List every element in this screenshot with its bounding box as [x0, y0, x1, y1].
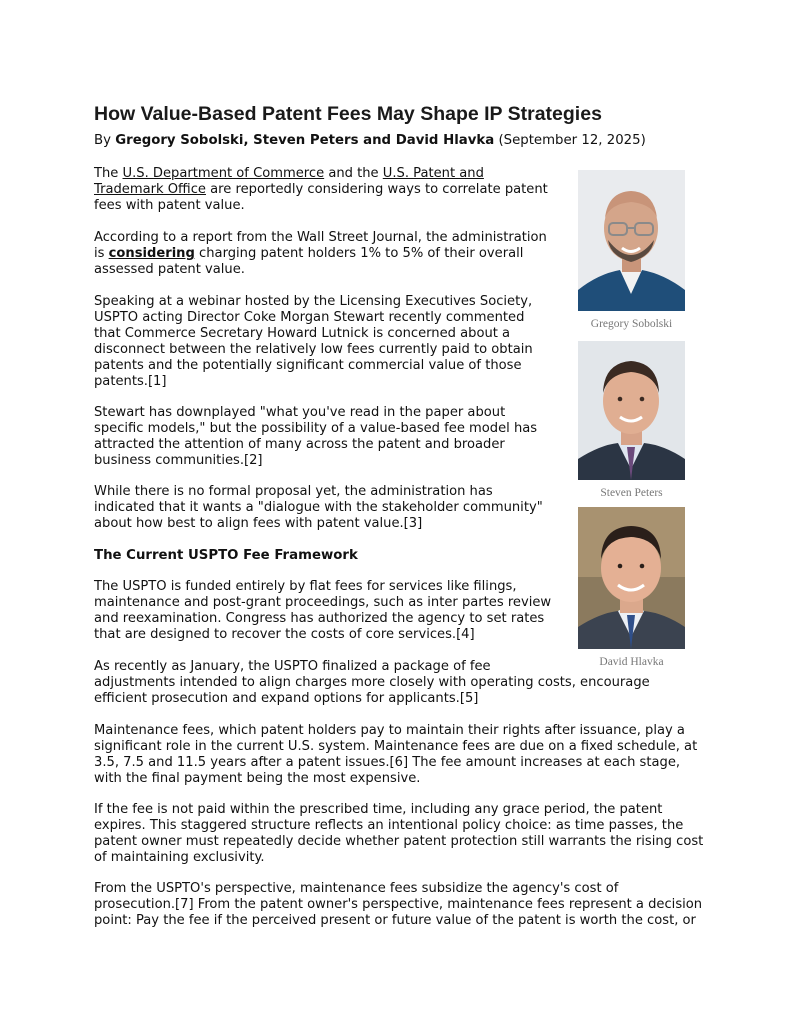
- paragraph-10: [94, 881, 710, 929]
- paragraph-line: disconnect between the relatively low fees currently paid to obtain: [94, 342, 533, 357]
- paragraph-line: assessed patent value.: [94, 262, 245, 277]
- paragraph-line: and reexamination. Congress has authorized the agency to set rates: [94, 611, 545, 626]
- paragraph-line: business communities.[2]: [94, 453, 263, 468]
- author-caption: Steven Peters: [600, 487, 663, 499]
- link-uspto-part1[interactable]: U.S. Patent and: [382, 166, 484, 181]
- paragraph-line: Maintenance fees, which patent holders pay to maintain their rights after issuance, play a: [94, 723, 685, 738]
- paragraph-line: that Commerce Secretary Howard Lutnick is concerned about a: [94, 326, 511, 341]
- author-caption: David Hlavka: [599, 656, 664, 668]
- paragraph-4: [94, 405, 564, 469]
- paragraph-line: Stewart has downplayed "what you've read in the paper about: [94, 405, 506, 420]
- paragraph-line: adjustments intended to align charges more closely with operating costs, encourage: [94, 675, 650, 690]
- paragraph-line: patents.[1]: [94, 374, 167, 389]
- text-run: and the: [324, 166, 383, 181]
- paragraph-line: patents and the potentially significant commercial value of those: [94, 358, 522, 373]
- paragraph-line: efficient prosecution and expand options for applicants.[5]: [94, 691, 479, 706]
- paragraph-line: If the fee is not paid within the prescribed time, including any grace period, the patent: [94, 802, 663, 817]
- paragraph-line: 3.5, 7.5 and 11.5 years after a patent issues.[6] The fee amount increases at each stage,: [94, 755, 681, 770]
- portrait-photo-icon: [578, 341, 685, 480]
- author-photo-gregory-sobolski: [578, 170, 685, 311]
- byline-date: (September 12, 2025): [494, 133, 646, 148]
- paragraph-line: From the USPTO's perspective, maintenance fees subsidize the agency's cost of: [94, 881, 619, 896]
- author-photo-david-hlavka: [578, 507, 685, 649]
- text-run: are reportedly considering ways to correlate patent: [205, 182, 548, 197]
- link-uspto-part2[interactable]: Trademark Office: [94, 182, 206, 197]
- paragraph-9: [94, 802, 710, 866]
- paragraph-1: [94, 166, 564, 214]
- byline: [94, 131, 714, 151]
- paragraph-line: indicated that it wants a "dialogue with the stakeholder community": [94, 500, 543, 515]
- paragraph-5: [94, 484, 564, 532]
- article-title: How Value-Based Patent Fees May Shape IP Strategies: [94, 103, 602, 125]
- paragraph-3: [94, 294, 564, 390]
- paragraph-line: that are designed to recover the costs of core services.[4]: [94, 627, 475, 642]
- link-considering[interactable]: considering: [108, 246, 195, 261]
- paragraph-line: According to a report from the Wall Street Journal, the administration: [94, 230, 547, 245]
- portrait-photo-icon: [578, 507, 685, 649]
- paragraph-line: significant role in the current U.S. system. Maintenance fees are due on a fixed schedule, at: [94, 739, 698, 754]
- paragraph-6: [94, 579, 564, 643]
- paragraph-line: The USPTO is funded entirely by flat fees for services like filings,: [94, 579, 517, 594]
- link-department-of-commerce[interactable]: U.S. Department of Commerce: [122, 166, 325, 181]
- portrait-photo-icon: [578, 170, 685, 311]
- paragraph-2: [94, 230, 564, 278]
- paragraph-line: point: Pay the fee if the perceived present or future value of the patent is worth the cost, or: [94, 913, 696, 928]
- text-run: is: [94, 246, 109, 261]
- text-run: charging patent holders 1% to 5% of their overall: [194, 246, 524, 261]
- paragraph-line: attracted the attention of many across the patent and broader: [94, 437, 505, 452]
- paragraph-line: expires. This staggered structure reflects an intentional policy choice: as time passes, the: [94, 818, 684, 833]
- paragraph-8: [94, 723, 710, 787]
- paragraph-line: prosecution.[7] From the patent owner's perspective, maintenance fees represent a decision: [94, 897, 703, 912]
- paragraph-line: Speaking at a webinar hosted by the Licensing Executives Society,: [94, 294, 533, 309]
- paragraph-line: maintenance and post-grant proceedings, such as inter partes review: [94, 595, 552, 610]
- paragraph-line: As recently as January, the USPTO finalized a package of fee: [94, 659, 491, 674]
- text-run: The: [94, 166, 123, 181]
- paragraph-line: patent owner must repeatedly decide whether patent protection still warrants the rising cost: [94, 834, 704, 849]
- author-photo-steven-peters: [578, 341, 685, 480]
- section-heading: The Current USPTO Fee Framework: [94, 548, 358, 563]
- paragraph-line: with the final payment being the most expensive.: [94, 771, 421, 786]
- paragraph-line: USPTO acting Director Coke Morgan Stewart recently commented: [94, 310, 525, 325]
- paragraph-line: fees with patent value.: [94, 198, 245, 213]
- byline-prefix: By: [94, 133, 116, 148]
- paragraph-line: about how best to align fees with patent value.[3]: [94, 516, 423, 531]
- paragraph-line: specific models," but the possibility of a value-based fee model has: [94, 421, 538, 436]
- byline-authors: Gregory Sobolski, Steven Peters and David Hlavka: [115, 133, 495, 148]
- author-caption: Gregory Sobolski: [590, 318, 673, 330]
- paragraph-line: While there is no formal proposal yet, the administration has: [94, 484, 493, 499]
- paragraph-line: of maintaining exclusivity.: [94, 850, 265, 865]
